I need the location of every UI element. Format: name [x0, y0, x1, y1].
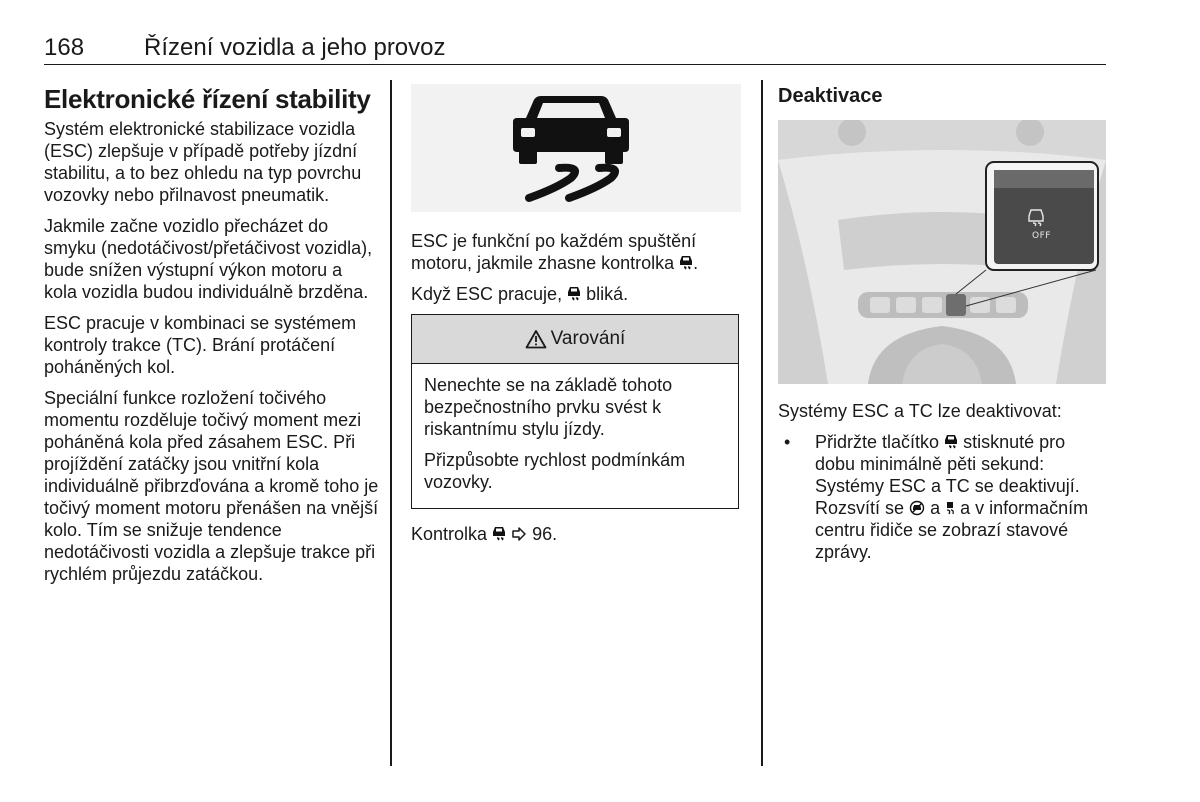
center-console-photo: [778, 120, 1106, 384]
paragraph: Systém elektronické stabilizace vozidla (ESC) zlepšuje v případě potřeby jízdní stabilitu, a to bez ohledu na typ povrchu vozovky nebo přilnavost pneumatik.: [44, 119, 362, 205]
esc-indicator-icon: [679, 255, 693, 271]
esc-indicator-icon: [944, 434, 958, 450]
esc-skid-car-icon: [411, 84, 741, 212]
column-divider: [390, 80, 392, 766]
paragraph: ESC je funkční po každém spuštění motoru, jakmile zhasne kontrolka .: [411, 231, 699, 273]
paragraph: Systémy ESC a TC lze deaktivovat:: [778, 401, 1062, 421]
column-2: [411, 84, 741, 554]
esc-indicator-icon: [567, 286, 581, 302]
esc-off-button-label: OFF: [1032, 231, 1051, 241]
column-1: [44, 84, 380, 594]
section-heading: Elektronické řízení stability: [44, 84, 371, 114]
tc-off-indicator-icon: [945, 500, 955, 516]
chapter-title: Řízení vozidla a jeho provoz: [144, 34, 446, 61]
esc-indicator-icon: [492, 526, 506, 542]
esc-off-indicator-icon: [909, 500, 925, 516]
warning-title: Varování: [550, 328, 626, 349]
bullet-marker: •: [784, 432, 791, 452]
warning-triangle-icon: [525, 329, 547, 349]
warning-text: Přizpůsobte rychlost podmínkám vozovky.: [424, 450, 686, 492]
page-header: [44, 34, 1106, 65]
warning-header: [412, 315, 738, 364]
paragraph: Speciální funkce rozložení točivého momentu rozděluje točivý moment mezi poháněná kola před zásahem ESC. Při projíždění zatáčky jsou vnitřní kola individuálně přibrzďována a kromě toho je točivý moment motoru přenášen na vnější kolo. Tím se snižuje tendence nedotáčivosti vozidla a zlepšuje trakce při rychlém průjezdu zatáčkou.: [44, 388, 379, 584]
column-3: [778, 84, 1108, 572]
warning-box: [411, 314, 739, 509]
page-reference-arrow-icon: [511, 526, 527, 542]
center-console-illustration: [778, 120, 1106, 384]
page-number: 168: [44, 34, 85, 61]
paragraph: ESC pracuje v kombinaci se systémem kontroly trakce (TC). Brání protáčení poháněných kol.: [44, 313, 357, 377]
warning-text: Nenechte se na základě tohoto bezpečnostního prvku svést k riskantnímu stylu jízdy.: [424, 375, 673, 439]
cross-reference: Kontrolka 96.: [411, 524, 558, 544]
paragraph: Když ESC pracuje, bliká.: [411, 284, 629, 304]
column-divider: [761, 80, 763, 766]
paragraph: Jakmile začne vozidlo přecházet do smyku (nedotáčivost/přetáčivost vozidla), bude snížen výstupní výkon motoru a kola vozidla budou individuálně brzděna.: [44, 216, 373, 302]
section-heading: Deaktivace: [778, 85, 883, 107]
esc-warning-light-figure: [411, 84, 741, 212]
bullet-item: • Přidržte tlačítko stisknuté pro dobu minimálně pěti sekund: Systémy ESC a TC se deaktivují. Rozsvítí se a a v informačním centru řidiče se zobrazí stavové zprávy.: [784, 432, 1089, 562]
